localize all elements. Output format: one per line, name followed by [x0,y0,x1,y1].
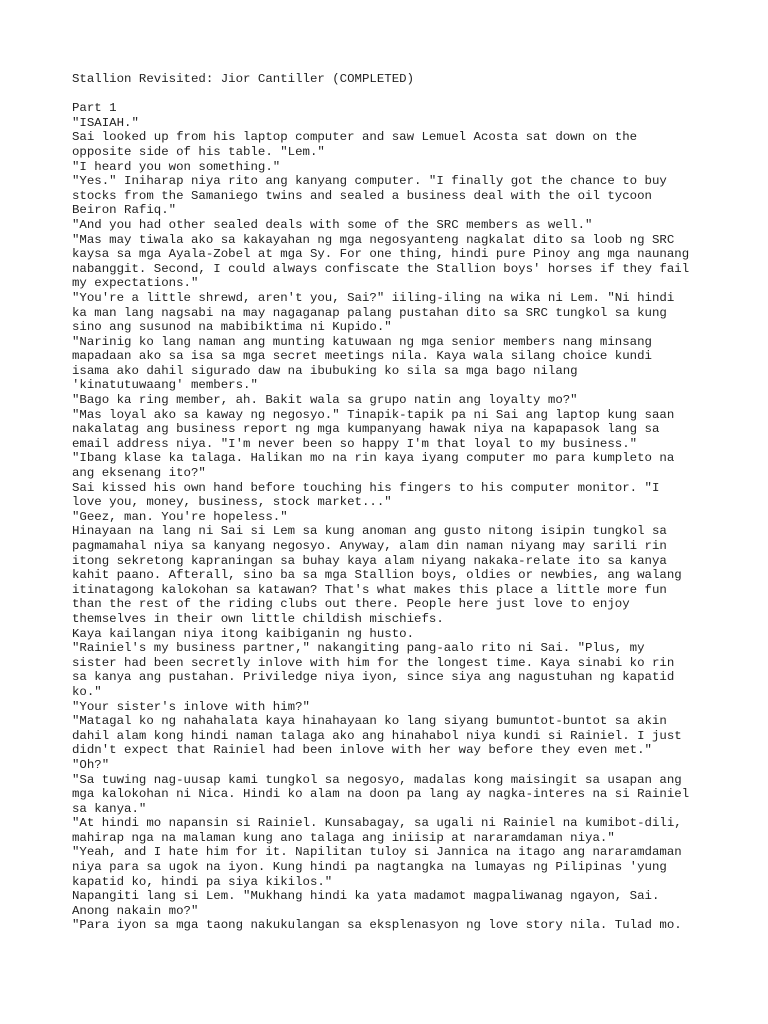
text-line: Hinayaan na lang ni Sai si Lem sa kung anoman ang gusto nitong isipin tungkol sa [72,524,667,539]
text-line: "And you had other sealed deals with some of the SRC members as well." [72,217,593,232]
document-text [72,72,712,933]
text-line: "Geez, man. You're hopeless." [72,509,288,524]
text-line: themselves in their own little childish mischiefs. [72,611,444,626]
text-line: sister had been secretly inlove with him for the longest time. Kaya sinabi ko rin [72,655,675,670]
text-line: Sai looked up from his laptop computer and saw Lemuel Acosta sat down on the [72,130,638,145]
text-line: opposite side of his table. "Lem." [72,144,325,159]
text-line: "I heard you won something." [72,159,281,174]
text-line: "Rainiel's my business partner," nakangiting pang-aalo rito ni Sai. "Plus, my [72,641,645,656]
text-line: Part 1 [72,101,117,116]
text-line: my expectations." [72,276,199,291]
text-line: "Yes." Iniharap niya rito ang kanyang computer. "I finally got the chance to buy [72,174,667,189]
text-line: "Mas loyal ako sa kaway ng negosyo." Tinapik-tapik pa ni Sai ang laptop kung saan [72,407,675,422]
text-line: Sai kissed his own hand before touching his fingers to his computer monitor. "I [72,480,660,495]
text-line: email address niya. "I'm never been so happy I'm that loyal to my business." [72,436,638,451]
text-line: "You're a little shrewd, aren't you, Sai?" iiling-iling na wika ni Lem. "Ni hindi [72,290,675,305]
text-line: kahit paano. Afterall, sino ba sa mga Stallion boys, oldies or newbies, ang walang [72,568,682,583]
text-line: pagmamahal niya sa kanyang negosyo. Anyway, alam din naman niyang may sarili rin [72,539,667,553]
text-line: "Para iyon sa mga taong nakukulangan sa eksplenasyon ng love story nila. Tulad mo. [72,918,682,933]
text-line: Kaya kailangan niya itong kaibiganin ng husto. [72,626,415,641]
text-line: "At hindi mo napansin si Rainiel. Kunsabagay, sa ugali ni Rainiel na kumibot-dili, [72,816,682,831]
text-line: sa kanya." [72,801,147,816]
text-line: ka man lang nagsabi na may nagaganap palang pustahan dito sa SRC tungkol sa kung [72,305,667,320]
text-line: than the rest of the riding clubs out there. People here just love to enjoy [72,597,630,612]
text-line: kapatid ko, hindi pa siya kikilos." [72,874,333,889]
text-line [72,87,712,102]
text-line: "Sa tuwing nag-uusap kami tungkol sa negosyo, madalas kong maisingit sa usapan ang [72,772,682,787]
text-line: nabanggit. Second, I could always confiscate the Stallion boys' horses if they fail [72,261,690,276]
text-line: stocks from the Samaniego twins and sealed a business deal with the oil tycoon [72,188,652,203]
text-line: itong sekretong kapraningan sa buhay kaya alam niyang nakaka-relate ito sa kanya [72,553,667,568]
text-line: Stallion Revisited: Jior Cantiller (COMPLETED) [72,72,415,86]
text-line: itinatagong kalokohan sa katawan? That's what makes this place a little more fun [72,582,667,597]
text-line: "Matagal ko ng nahahalata kaya hinahayaan ko lang siyang bumuntot-buntot sa akin [72,714,667,729]
text-line: "Yeah, and I hate him for it. Napilitan tuloy si Jannica na itago ang nararamdaman [72,845,682,860]
text-line: ko." [72,684,102,699]
text-line: mga kalokohan ni Nica. Hindi ko alam na doon pa lang ay nagka-interes na si Rainiel [72,787,690,802]
text-line: "Mas may tiwala ako sa kakayahan ng mga negosyanteng nagkalat dito sa loob ng SRC [72,232,675,247]
text-line: Beiron Rafiq." [72,203,177,218]
text-line: love you, money, business, stock market..." [72,495,392,510]
text-line: mapadaan ako sa isa sa mga secret meetings nila. Kaya wala silang choice kundi [72,349,652,364]
text-line: Anong nakain mo?" [72,903,199,918]
text-line: isama ako dahil sigurado daw na ibubuking ko sila sa mga bago nilang [72,363,578,378]
text-line: didn't expect that Rainiel had been inlove with her way before they even met." [72,743,652,758]
text-line: sino ang susunod na mabibiktima ni Kupido." [72,320,392,335]
text-line: kaysa sa mga Ayala-Zobel at mga Sy. For one thing, hindi pure Pinoy ang mga naunang [72,247,690,262]
text-line: "ISAIAH." [72,115,139,130]
text-line: "Ibang klase ka talaga. Halikan mo na rin kaya iyang computer mo para kumpleto na [72,451,675,466]
text-line: "Oh?" [72,757,110,772]
text-line: niya para sa ugok na iyon. Kung hindi pa nagtangka na lumayas ng Pilipinas 'yung [72,860,667,875]
text-line: sa kanya ang pustahan. Priviledge niya iyon, since siya ang nagustuhan ng kapatid [72,670,675,685]
text-line: "Your sister's inlove with him?" [72,699,310,714]
text-line: Napangiti lang si Lem. "Mukhang hindi ka yata madamot magpaliwanag ngayon, Sai. [72,889,660,904]
text-line: "Bago ka ring member, ah. Bakit wala sa grupo natin ang loyalty mo?" [72,393,578,408]
text-line: mahirap nga na malaman kung ano talaga ang iniisip at nararamdaman niya." [72,830,615,845]
text-line: ang eksenang ito?" [72,466,206,481]
text-line: 'kinatutuwaang' members." [72,378,258,393]
text-line: dahil alam kong hindi naman talaga ako ang hinahabol niya kundi si Rainiel. I just [72,728,682,743]
text-line: nakalatag ang business report ng mga kumpanyang hawak niya na kapapasok lang sa [72,422,660,437]
text-line: "Narinig ko lang naman ang munting katuwaan ng mga senior members nang minsang [72,334,652,349]
